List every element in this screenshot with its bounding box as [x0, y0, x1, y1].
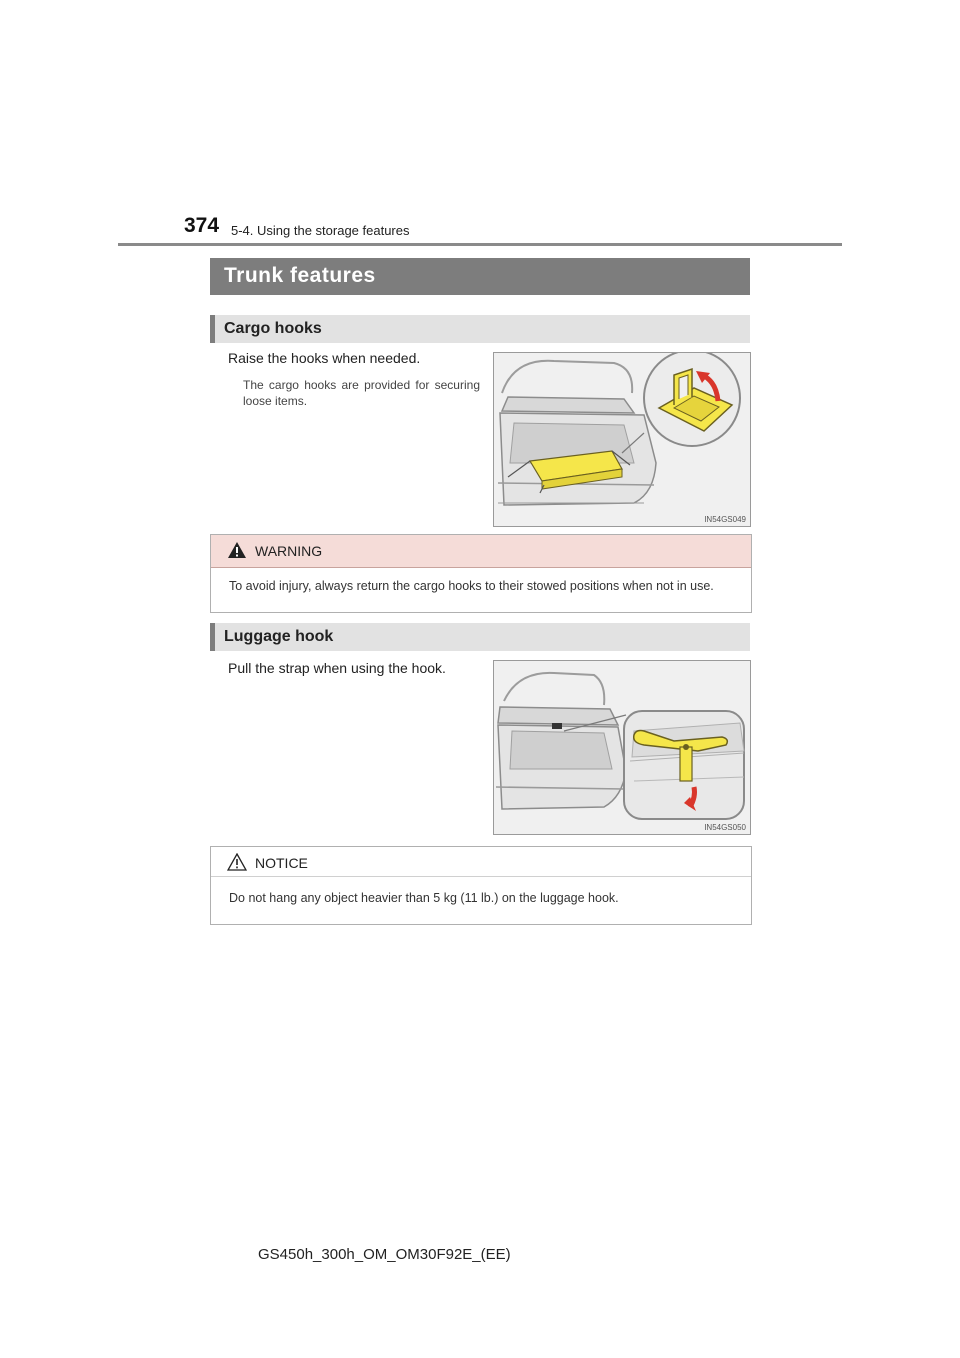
cargo-hooks-instruction: Raise the hooks when needed. [228, 350, 421, 366]
warning-header [211, 535, 751, 568]
luggage-hook-illustration [494, 661, 750, 834]
cargo-hooks-illustration [494, 353, 750, 526]
page-number: 374 [184, 214, 220, 237]
warning-label: WARNING [255, 543, 323, 559]
luggage-hook-heading: Luggage hook [224, 628, 334, 645]
luggage-hook-figure [493, 660, 751, 835]
luggage-hook-heading-bar [210, 623, 750, 651]
luggage-hook-figure-code: IN54GS050 [704, 823, 746, 832]
cargo-hooks-heading-bar [210, 315, 750, 343]
notice-header [211, 847, 751, 877]
running-header: 5-4. Using the storage features [231, 223, 410, 238]
notice-box [210, 846, 752, 925]
section-title-bar [210, 258, 750, 295]
header-rule [118, 243, 842, 246]
document-code: GS450h_300h_OM_OM30F92E_(EE) [258, 1246, 511, 1263]
warning-box [210, 534, 752, 613]
luggage-hook-instruction: Pull the strap when using the hook. [228, 660, 446, 676]
warning-icon [227, 541, 247, 559]
caution-triangle-icon [227, 853, 247, 871]
heading-accent [210, 315, 215, 343]
cargo-hooks-note: The cargo hooks are provided for securing loose items. [243, 378, 480, 408]
cargo-hooks-heading: Cargo hooks [224, 320, 322, 337]
notice-label: NOTICE [255, 855, 308, 871]
section-title: Trunk features [224, 264, 376, 287]
notice-text: Do not hang any object heavier than 5 kg (11 lb.) on the luggage hook. [229, 891, 619, 905]
cargo-hooks-figure-code: IN54GS049 [704, 515, 746, 524]
warning-text: To avoid injury, always return the cargo hooks to their stowed positions when not in use. [229, 579, 714, 593]
cargo-hooks-figure [493, 352, 751, 527]
heading-accent [210, 623, 215, 651]
